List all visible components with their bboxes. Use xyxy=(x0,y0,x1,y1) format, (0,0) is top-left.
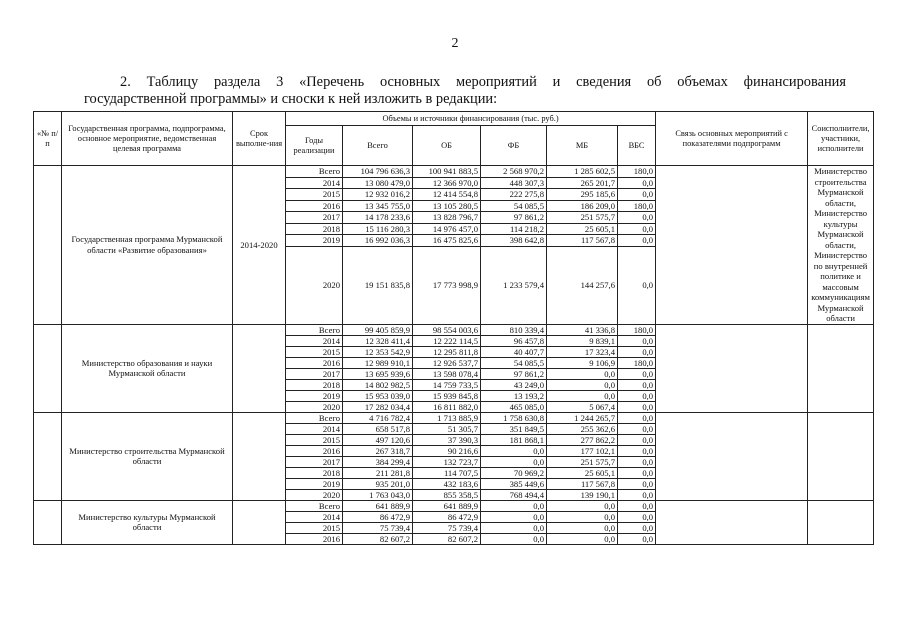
year-cell: 2020 xyxy=(286,489,343,500)
year-cell: 2015 xyxy=(286,434,343,445)
total-cell: 75 739,4 xyxy=(343,522,413,533)
year-cell: 2019 xyxy=(286,478,343,489)
fb-cell: 1 758 630,8 xyxy=(481,412,547,423)
year-cell: 2015 xyxy=(286,189,343,201)
fb-cell: 2 568 970,2 xyxy=(481,166,547,178)
col-header-years: Годы реализации xyxy=(286,126,343,166)
fb-cell: 54 085,5 xyxy=(481,357,547,368)
fb-cell: 0,0 xyxy=(481,456,547,467)
executors-cell xyxy=(808,412,874,500)
vbs-cell: 180,0 xyxy=(618,357,656,368)
mb-cell: 139 190,1 xyxy=(547,489,618,500)
ob-cell: 12 222 114,5 xyxy=(413,335,481,346)
col-header-executors: Соисполнители, участники, исполнители xyxy=(808,112,874,166)
total-cell: 497 120,6 xyxy=(343,434,413,445)
table-body xyxy=(34,166,874,545)
ob-cell: 16 811 882,0 xyxy=(413,401,481,412)
mb-cell: 265 201,7 xyxy=(547,177,618,189)
vbs-cell: 0,0 xyxy=(618,500,656,511)
indicator-link-cell xyxy=(656,166,808,325)
table-row xyxy=(34,324,874,335)
term-cell xyxy=(233,500,286,544)
fb-cell: 0,0 xyxy=(481,522,547,533)
mb-cell: 9 106,9 xyxy=(547,357,618,368)
vbs-cell: 180,0 xyxy=(618,324,656,335)
indicator-link-cell xyxy=(656,324,808,412)
col-header-total: Всего xyxy=(343,126,413,166)
fb-cell: 465 085,0 xyxy=(481,401,547,412)
total-cell: 13 695 939,6 xyxy=(343,368,413,379)
term-cell xyxy=(233,324,286,412)
total-cell: 658 517,8 xyxy=(343,423,413,434)
col-header-volumes: Объемы и источники финансирования (тыс. руб.) xyxy=(286,112,656,126)
year-cell: 2014 xyxy=(286,511,343,522)
row-number-cell xyxy=(34,166,62,325)
fb-cell: 97 861,2 xyxy=(481,212,547,224)
mb-cell: 255 362,6 xyxy=(547,423,618,434)
total-cell: 267 318,7 xyxy=(343,445,413,456)
total-cell: 935 201,0 xyxy=(343,478,413,489)
fb-cell: 768 494,4 xyxy=(481,489,547,500)
row-number-cell xyxy=(34,500,62,544)
term-cell xyxy=(233,412,286,500)
ob-cell: 12 295 811,8 xyxy=(413,346,481,357)
table-row xyxy=(34,412,874,423)
vbs-cell: 0,0 xyxy=(618,456,656,467)
vbs-cell: 0,0 xyxy=(618,189,656,201)
ob-cell: 86 472,9 xyxy=(413,511,481,522)
mb-cell: 0,0 xyxy=(547,533,618,544)
fb-cell: 0,0 xyxy=(481,500,547,511)
mb-cell: 5 067,4 xyxy=(547,401,618,412)
mb-cell: 117 567,8 xyxy=(547,478,618,489)
vbs-cell: 0,0 xyxy=(618,445,656,456)
mb-cell: 1 285 602,5 xyxy=(547,166,618,178)
mb-cell: 186 209,0 xyxy=(547,200,618,212)
total-cell: 86 472,9 xyxy=(343,511,413,522)
fb-cell: 97 861,2 xyxy=(481,368,547,379)
year-cell: 2016 xyxy=(286,357,343,368)
year-cell: 2019 xyxy=(286,390,343,401)
fb-cell: 398 642,8 xyxy=(481,235,547,247)
vbs-cell: 0,0 xyxy=(618,467,656,478)
fb-cell: 385 449,6 xyxy=(481,478,547,489)
total-cell: 104 796 636,3 xyxy=(343,166,413,178)
fb-cell: 810 339,4 xyxy=(481,324,547,335)
fb-cell: 181 868,1 xyxy=(481,434,547,445)
year-cell: 2017 xyxy=(286,368,343,379)
mb-cell: 0,0 xyxy=(547,522,618,533)
total-cell: 14 178 233,6 xyxy=(343,212,413,224)
mb-cell: 177 102,1 xyxy=(547,445,618,456)
vbs-cell: 0,0 xyxy=(618,390,656,401)
year-cell: 2017 xyxy=(286,456,343,467)
program-name-cell: Государственная программа Мурманской области «Развитие образования» xyxy=(62,166,233,325)
mb-cell: 144 257,6 xyxy=(547,246,618,324)
ob-cell: 432 183,6 xyxy=(413,478,481,489)
vbs-cell: 0,0 xyxy=(618,235,656,247)
total-cell: 13 345 755,0 xyxy=(343,200,413,212)
ob-cell: 51 305,7 xyxy=(413,423,481,434)
ob-cell: 37 390,3 xyxy=(413,434,481,445)
row-number-cell xyxy=(34,412,62,500)
year-cell: 2018 xyxy=(286,467,343,478)
indicator-link-cell xyxy=(656,500,808,544)
ob-cell: 100 941 883,5 xyxy=(413,166,481,178)
col-header-vbs: ВБС xyxy=(618,126,656,166)
year-cell: Всего xyxy=(286,324,343,335)
ob-cell: 12 926 537,7 xyxy=(413,357,481,368)
vbs-cell: 0,0 xyxy=(618,246,656,324)
total-cell: 19 151 835,8 xyxy=(343,246,413,324)
fb-cell: 114 218,2 xyxy=(481,223,547,235)
fb-cell: 54 085,5 xyxy=(481,200,547,212)
ob-cell: 12 414 554,8 xyxy=(413,189,481,201)
fb-cell: 351 849,5 xyxy=(481,423,547,434)
vbs-cell: 180,0 xyxy=(618,166,656,178)
mb-cell: 0,0 xyxy=(547,368,618,379)
fb-cell: 70 969,2 xyxy=(481,467,547,478)
ob-cell: 114 707,5 xyxy=(413,467,481,478)
year-cell: 2020 xyxy=(286,401,343,412)
ob-cell: 132 723,7 xyxy=(413,456,481,467)
ob-cell: 855 358,5 xyxy=(413,489,481,500)
ob-cell: 641 889,9 xyxy=(413,500,481,511)
executors-cell: Министерство строительства Мурманской области, Министерство культуры Мурманской области, Министерство по внутренней политике и массовым коммуникациям Мурманской области xyxy=(808,166,874,325)
year-cell: 2014 xyxy=(286,423,343,434)
fb-cell: 96 457,8 xyxy=(481,335,547,346)
mb-cell: 251 575,7 xyxy=(547,456,618,467)
program-name-cell: Министерство культуры Мурманской области xyxy=(62,500,233,544)
year-cell: 2015 xyxy=(286,346,343,357)
program-name-cell: Министерство строительства Мурманской области xyxy=(62,412,233,500)
total-cell: 12 989 910,1 xyxy=(343,357,413,368)
col-header-fb: ФБ xyxy=(481,126,547,166)
mb-cell: 295 185,6 xyxy=(547,189,618,201)
total-cell: 641 889,9 xyxy=(343,500,413,511)
mb-cell: 0,0 xyxy=(547,379,618,390)
vbs-cell: 0,0 xyxy=(618,368,656,379)
total-cell: 17 282 034,4 xyxy=(343,401,413,412)
ob-cell: 98 554 003,6 xyxy=(413,324,481,335)
mb-cell: 25 605,1 xyxy=(547,223,618,235)
vbs-cell: 0,0 xyxy=(618,478,656,489)
fb-cell: 0,0 xyxy=(481,445,547,456)
heading-line-2: государственной программы» и сноски к ней изложить в редакции: xyxy=(84,91,498,107)
fb-cell: 448 307,3 xyxy=(481,177,547,189)
year-cell: 2016 xyxy=(286,533,343,544)
year-cell: 2015 xyxy=(286,522,343,533)
executors-cell xyxy=(808,500,874,544)
ob-cell: 1 713 885,9 xyxy=(413,412,481,423)
total-cell: 12 932 016,2 xyxy=(343,189,413,201)
total-cell: 211 281,8 xyxy=(343,467,413,478)
total-cell: 99 405 859,9 xyxy=(343,324,413,335)
mb-cell: 9 839,1 xyxy=(547,335,618,346)
col-header-num: «№ п/п xyxy=(34,112,62,166)
fb-cell: 43 249,0 xyxy=(481,379,547,390)
mb-cell: 41 336,8 xyxy=(547,324,618,335)
year-cell: 2014 xyxy=(286,177,343,189)
total-cell: 16 992 036,3 xyxy=(343,235,413,247)
year-cell: Всего xyxy=(286,500,343,511)
fb-cell: 1 233 579,4 xyxy=(481,246,547,324)
mb-cell: 0,0 xyxy=(547,390,618,401)
row-number-cell xyxy=(34,324,62,412)
total-cell: 12 353 542,9 xyxy=(343,346,413,357)
total-cell: 384 299,4 xyxy=(343,456,413,467)
vbs-cell: 0,0 xyxy=(618,346,656,357)
vbs-cell: 0,0 xyxy=(618,401,656,412)
vbs-cell: 180,0 xyxy=(618,200,656,212)
total-cell: 4 716 782,4 xyxy=(343,412,413,423)
year-cell: Всего xyxy=(286,412,343,423)
ob-cell: 17 773 998,9 xyxy=(413,246,481,324)
year-cell: 2018 xyxy=(286,379,343,390)
year-cell: 2016 xyxy=(286,200,343,212)
ob-cell: 12 366 970,0 xyxy=(413,177,481,189)
vbs-cell: 0,0 xyxy=(618,511,656,522)
vbs-cell: 0,0 xyxy=(618,412,656,423)
mb-cell: 1 244 265,7 xyxy=(547,412,618,423)
mb-cell: 0,0 xyxy=(547,511,618,522)
fb-cell: 13 193,2 xyxy=(481,390,547,401)
section-heading xyxy=(84,74,846,108)
program-name-cell: Министерство образования и науки Мурманской области xyxy=(62,324,233,412)
vbs-cell: 0,0 xyxy=(618,177,656,189)
total-cell: 14 802 982,5 xyxy=(343,379,413,390)
mb-cell: 25 605,1 xyxy=(547,467,618,478)
vbs-cell: 0,0 xyxy=(618,223,656,235)
table-row xyxy=(34,166,874,178)
vbs-cell: 0,0 xyxy=(618,335,656,346)
fb-cell: 0,0 xyxy=(481,511,547,522)
ob-cell: 75 739,4 xyxy=(413,522,481,533)
mb-cell: 17 323,4 xyxy=(547,346,618,357)
executors-cell xyxy=(808,324,874,412)
fb-cell: 222 275,8 xyxy=(481,189,547,201)
year-cell: 2014 xyxy=(286,335,343,346)
total-cell: 15 953 039,0 xyxy=(343,390,413,401)
ob-cell: 13 105 280,5 xyxy=(413,200,481,212)
col-header-term: Срок выполне-ния xyxy=(233,112,286,166)
vbs-cell: 0,0 xyxy=(618,379,656,390)
vbs-cell: 0,0 xyxy=(618,434,656,445)
year-cell: 2016 xyxy=(286,445,343,456)
mb-cell: 0,0 xyxy=(547,500,618,511)
year-cell: 2018 xyxy=(286,223,343,235)
ob-cell: 16 475 825,6 xyxy=(413,235,481,247)
year-cell: 2019 xyxy=(286,235,343,247)
ob-cell: 13 828 796,7 xyxy=(413,212,481,224)
ob-cell: 14 976 457,0 xyxy=(413,223,481,235)
ob-cell: 15 939 845,8 xyxy=(413,390,481,401)
vbs-cell: 0,0 xyxy=(618,423,656,434)
table-row xyxy=(34,500,874,511)
indicator-link-cell xyxy=(656,412,808,500)
total-cell: 1 763 043,0 xyxy=(343,489,413,500)
mb-cell: 277 862,2 xyxy=(547,434,618,445)
col-header-ob: ОБ xyxy=(413,126,481,166)
ob-cell: 90 216,6 xyxy=(413,445,481,456)
year-cell: 2017 xyxy=(286,212,343,224)
year-cell: Всего xyxy=(286,166,343,178)
fb-cell: 0,0 xyxy=(481,533,547,544)
fb-cell: 40 407,7 xyxy=(481,346,547,357)
ob-cell: 14 759 733,5 xyxy=(413,379,481,390)
mb-cell: 251 575,7 xyxy=(547,212,618,224)
total-cell: 12 328 411,4 xyxy=(343,335,413,346)
year-cell: 2020 xyxy=(286,246,343,324)
vbs-cell: 0,0 xyxy=(618,522,656,533)
total-cell: 82 607,2 xyxy=(343,533,413,544)
vbs-cell: 0,0 xyxy=(618,533,656,544)
financing-table xyxy=(33,111,874,545)
term-cell: 2014-2020 xyxy=(233,166,286,325)
vbs-cell: 0,0 xyxy=(618,489,656,500)
total-cell: 13 080 479,0 xyxy=(343,177,413,189)
col-header-link: Связь основных мероприятий с показателями подпрограмм xyxy=(656,112,808,166)
col-header-program: Государственная программа, подпрограмма, основное мероприятие, ведомственная целевая программа xyxy=(62,112,233,166)
ob-cell: 13 598 078,4 xyxy=(413,368,481,379)
mb-cell: 117 567,8 xyxy=(547,235,618,247)
vbs-cell: 0,0 xyxy=(618,212,656,224)
ob-cell: 82 607,2 xyxy=(413,533,481,544)
total-cell: 15 116 280,3 xyxy=(343,223,413,235)
heading-line-1: 2. Таблицу раздела 3 «Перечень основных мероприятий и сведения об объемах финансирования xyxy=(120,74,846,90)
col-header-mb: МБ xyxy=(547,126,618,166)
page-number: 2 xyxy=(451,36,459,51)
